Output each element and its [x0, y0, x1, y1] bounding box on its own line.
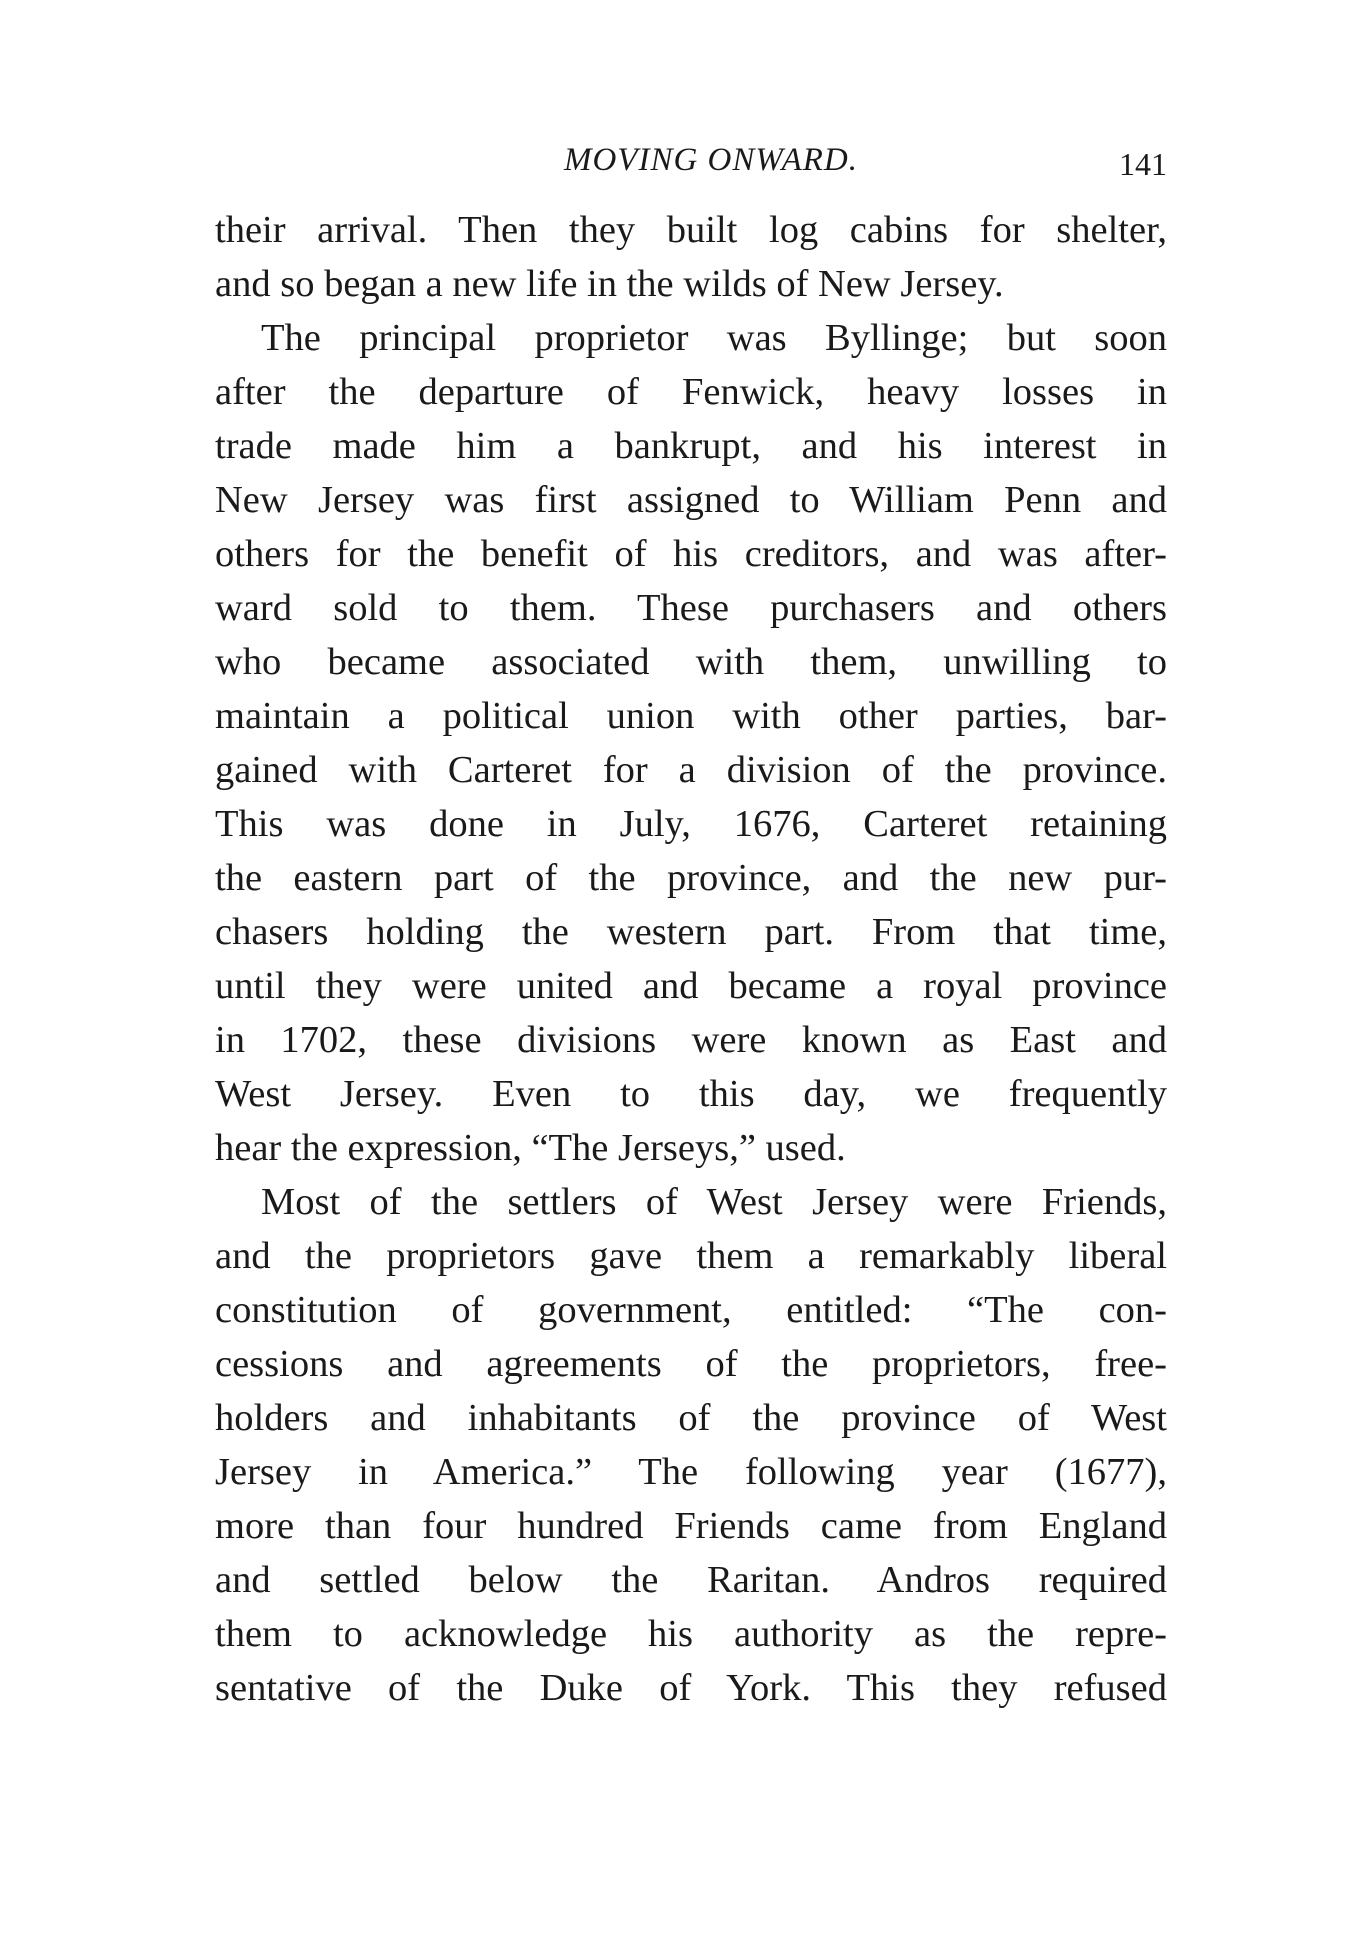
text-line: Jersey in America.” The following year (1677),: [215, 1451, 1167, 1493]
text-line: their arrival. Then they built log cabins for shelter,: [215, 209, 1167, 251]
paragraph-start-line: The principal proprietor was Byllinge; but soon: [261, 317, 1167, 359]
text-line: others for the benefit of his creditors, and was after-: [215, 533, 1167, 575]
running-head: [215, 142, 1167, 192]
running-title: MOVING ONWARD.: [564, 142, 858, 178]
text-line: more than four hundred Friends came from England: [215, 1505, 1167, 1547]
text-line: ward sold to them. These purchasers and others: [215, 587, 1167, 629]
text-line: and settled below the Raritan. Andros required: [215, 1559, 1167, 1601]
paragraph-start-line: Most of the settlers of West Jersey were Friends,: [261, 1181, 1167, 1223]
text-line: West Jersey. Even to this day, we frequently: [215, 1073, 1167, 1115]
text-line: sentative of the Duke of York. This they refused: [215, 1667, 1167, 1709]
text-line: in 1702, these divisions were known as East and: [215, 1019, 1167, 1061]
text-line: and the proprietors gave them a remarkably liberal: [215, 1235, 1167, 1277]
text-line: maintain a political union with other parties, bar-: [215, 695, 1167, 737]
text-line: after the departure of Fenwick, heavy losses in: [215, 371, 1167, 413]
body-text: [215, 203, 1167, 1715]
text-line: gained with Carteret for a division of the province.: [215, 749, 1167, 791]
text-line: constitution of government, entitled: “The con-: [215, 1289, 1167, 1331]
text-line: holders and inhabitants of the province of West: [215, 1397, 1167, 1439]
text-line: until they were united and became a royal province: [215, 965, 1167, 1007]
text-line: the eastern part of the province, and the new pur-: [215, 857, 1167, 899]
text-line: who became associated with them, unwilling to: [215, 641, 1167, 683]
text-line: New Jersey was first assigned to William Penn and: [215, 479, 1167, 521]
text-line: This was done in July, 1676, Carteret retaining: [215, 803, 1167, 845]
text-line: hear the expression, “The Jerseys,” used.: [215, 1127, 846, 1169]
text-line: trade made him a bankrupt, and his interest in: [215, 425, 1167, 467]
text-line: them to acknowledge his authority as the repre-: [215, 1613, 1167, 1655]
text-line: and so began a new life in the wilds of New Jersey.: [215, 263, 1004, 305]
page-number: 141: [1119, 146, 1167, 182]
text-line: cessions and agreements of the proprietors, free-: [215, 1343, 1167, 1385]
text-line: chasers holding the western part. From that time,: [215, 911, 1167, 953]
